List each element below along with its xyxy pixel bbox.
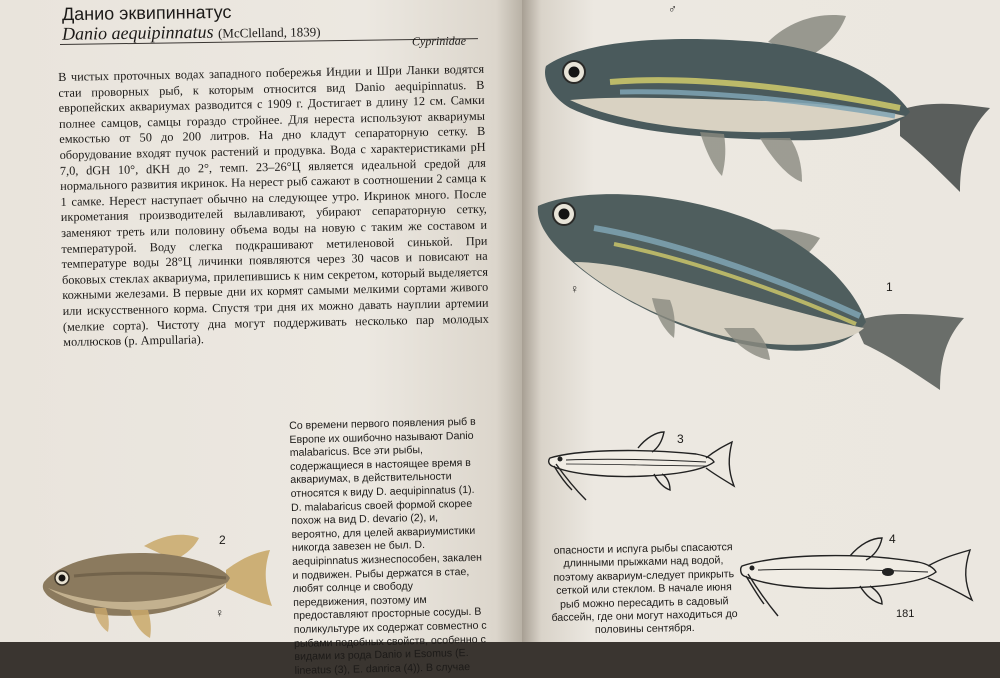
figure-label-4: 4: [889, 532, 896, 546]
male-symbol: ♂: [668, 2, 677, 16]
fish-illustration-lineatus: [546, 428, 736, 504]
latin-name: Danio aequipinnatus: [61, 21, 214, 44]
species-author: (McClelland, 1839): [217, 24, 321, 41]
figure-label-1: 1: [886, 280, 893, 294]
fish-illustration-female: [534, 188, 984, 420]
main-paragraph: В чистых проточных водах западного побережья Индии и Шри Ланки водятся стаи проворных рыб, к которым относится вид Danio aequipinnatus. В европейских аквариумах разводится с 1909 г. Достигает в длину 12 см. Самки полнее самцов, самцы гораздо стройнее. Для нереста используют аквариумы емкостью от 50 до 200 литров. На дно кладут сепараторную сетку. В оборудование входят пучок растений и продувка. Вода с характеристиками pH 7,0, dGH 10°, dKH до 2°, темп. 23–26°Ц является идеальной средой для нормального развития икринок. На нерест рыб сажают в соотношении 2 самца к 1 самке. Нерест наступает обычно на следующее утро. Икринок много. После икрометания производителей вылавливают, убирают сепараторную сетку, заменяют треть или половину объема воды на новую с таким же составом и температурой. Воду слегка подкрашивают метиленовой синькой. При температуре воды 28°Ц личинки появляются через 30 часов и повисают на боковых стеклах аквариума, прилепившись к ним секретом, который выделяется кожными железами. В первые дни их кормят самыми мелкими сортами живого или искусственного корма. Спустя три дня их можно давать науплии артемии (мелкие сорта). Чистоту дна могут поддерживать несколько пар молодых моллюсков (р. Ampullaria).: [58, 61, 489, 350]
right-paragraph: опасности и испуга рыбы спасаются длинными прыжками над водой, поэтому аквариум-следует прикрыть сеткой или стеклом. В начале июня рыб можно пересадить в садовый бассейн, где они могут находиться до половины сентября.: [551, 541, 738, 637]
fish-illustration-devario: [34, 528, 274, 642]
page-number: 181: [896, 608, 915, 620]
female-symbol: ♀: [570, 282, 579, 296]
family-name: Cyprinidae: [411, 33, 467, 49]
right-page: [522, 0, 1000, 642]
side-paragraph: Со времени первого появления рыб в Европе их ошибочно называют Danio malabaricus. Все эти рыбы, содержащиеся в настоящее время в аквариумах, в действительности относятся к виду D. aequipinnatus (1). D. malabaricus своей формой скорее похож на вид D. devario (2), и, вероятно, для целей аквариумистики никогда завезен не был. D. aequipinnatus жизнеспособен, закален и подвижен. Рыбы держатся в стае, любят солнце и свободу передвижения, поэтому им предоставляют просторные сосуды. В поликультуре их содержат совместно с рыбами подобных свойств, особенно с видами из рода Danio и Esomus (E. lineatus (3), E. danrica (4)). В случае: [289, 415, 487, 677]
right-text: [545, 541, 743, 639]
fish-illustration-danrica: [738, 534, 974, 620]
female-symbol-fig2: ♀: [215, 606, 224, 620]
fish-illustration-male: [540, 12, 1000, 212]
figure-label-2: 2: [219, 533, 226, 547]
species-title: Данио эквипиннатус: [61, 1, 232, 25]
side-text: [289, 416, 491, 678]
main-text: [58, 62, 489, 351]
figure-label-3: 3: [677, 432, 684, 446]
